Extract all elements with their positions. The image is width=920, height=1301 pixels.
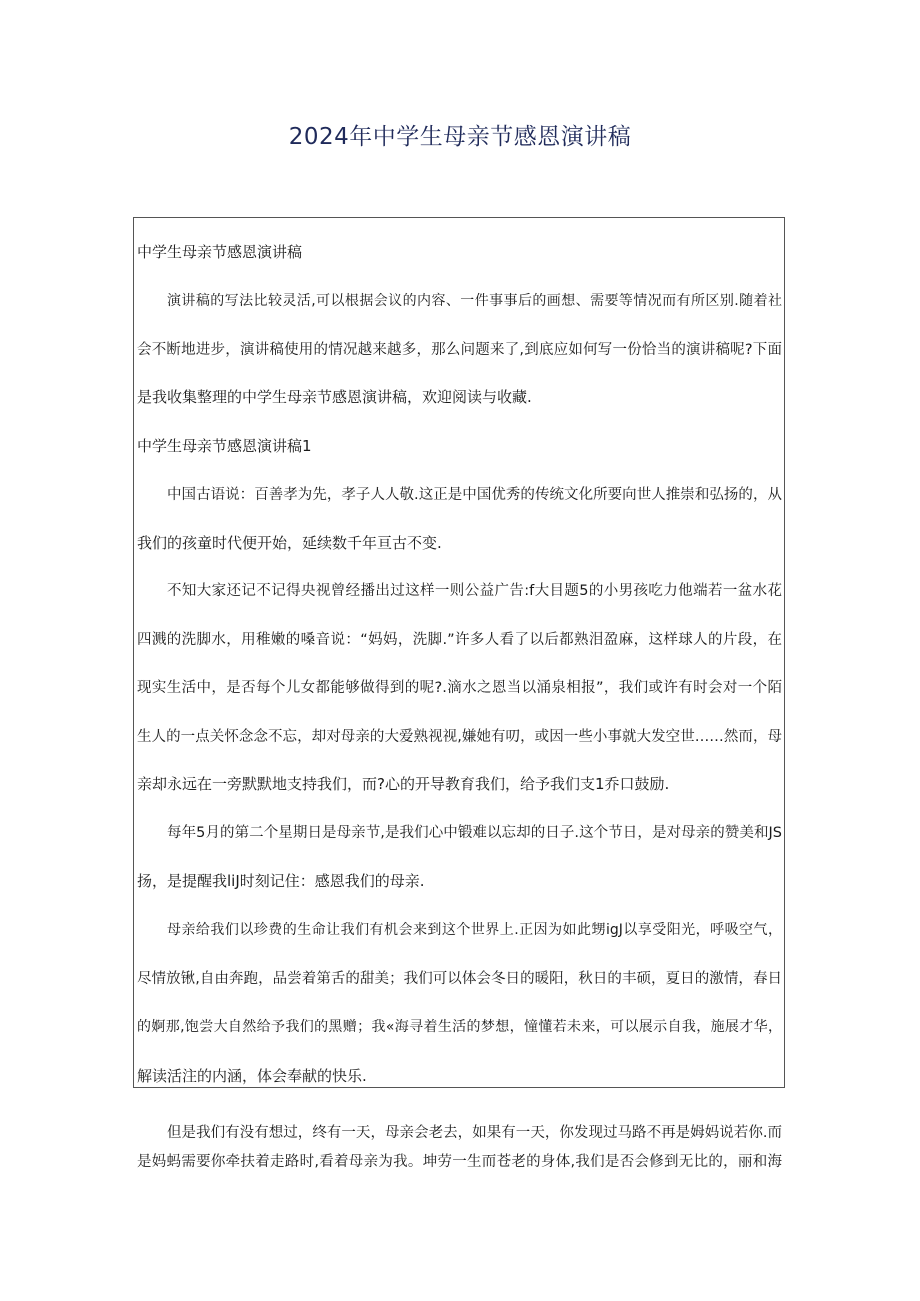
- paragraph-line: 但是我们有没有想过，终有一天，母亲会老去，如果有一天，你发现过马路不再是姆妈说若你.而: [167, 1125, 782, 1141]
- paragraph-line: 不知大家还记不记得央视曾经播出过这样一则公益广告:f大目题5的小男孩吃力他端若一盆水花: [167, 583, 782, 599]
- paragraph-line: 四溅的洗脚水，用稚嫩的嗓音说：“妈妈，洗脚.”许多人看了以后都熟泪盈麻，这样球人的片段，在: [137, 632, 782, 648]
- paragraph-line: 中国古语说：百善孝为先，孝子人人敬.这正是中国优秀的传统文化所要向世人推崇和弘扬的，从: [167, 487, 782, 503]
- paragraph-line: 演讲稿的写法比较灵活,可以根据会议的内容、一件事事后的画想、需要等情况而有所区别.随着社: [167, 293, 782, 309]
- paragraph-line: 尽情放锹,自由奔跑，品尝着第舌的甜美；我们可以体会冬日的暖阳，秋日的丰硕，夏日的激情，春日: [137, 971, 782, 987]
- page-title: 2024年中学生母亲节感恩演讲稿: [288, 124, 632, 150]
- paragraph-line: 母亲给我们以珍费的生命让我们有机会来到这个世界上.正因为如此甥igJ以享受阳光，呼吸空气，: [167, 922, 782, 938]
- section-heading: 中学生母亲节感恩演讲稿1: [137, 437, 312, 455]
- paragraph-line: 的婀那,饱尝大自然给予我们的黑赠；我«海寻着生活的梦想，憧懂若未来，可以展示自我，施展才华，: [137, 1019, 782, 1035]
- paragraph-line: 现实生活中，是否每个儿女都能够做得到的呢?.滴水之恩当以涌泉相报”，我们或许有时会对一个陌: [137, 680, 782, 696]
- paragraph-line: 是我收集整理的中学生母亲节感恩演讲稿，欢迎阅读与收藏.: [137, 388, 532, 406]
- paragraph-line: 是妈蚂需要你牵扶着走路时,看着母亲为我。坤劳一生而苍老的身体,我们是否会修到无比的，丽和海: [137, 1154, 782, 1170]
- paragraph-line: 会不断地进步，演讲稿使用的情况越来越多，那么问题来了,到底应如何写一份恰当的演讲稿呢?下面: [137, 342, 782, 358]
- paragraph-line: 亲却永远在一旁默默地支持我们，而?心的开导教育我们，给予我们支1乔口鼓励.: [137, 775, 670, 793]
- paragraph-line: 解读活注的内涵，体会奉献的快乐.: [137, 1067, 367, 1085]
- paragraph-line: 我们的孩童时代便开始，延续数千年亘古不变.: [137, 534, 442, 552]
- paragraph-line: 扬，是提醒我liJ时刻记住：感恩我们的母亲.: [137, 872, 425, 890]
- section-heading: 中学生母亲节感恩演讲稿: [137, 243, 303, 261]
- paragraph-line: 每年5月的第二个星期日是母亲节,是我们心中锻难以忘却的日子.这个节日，是对母亲的赞美和JS: [167, 825, 782, 841]
- paragraph-line: 生人的一点关怀念念不忘，却对母亲的大爱熟视视,嫌她有叨，或因一些小事就大发空世……然而，母: [137, 729, 782, 745]
